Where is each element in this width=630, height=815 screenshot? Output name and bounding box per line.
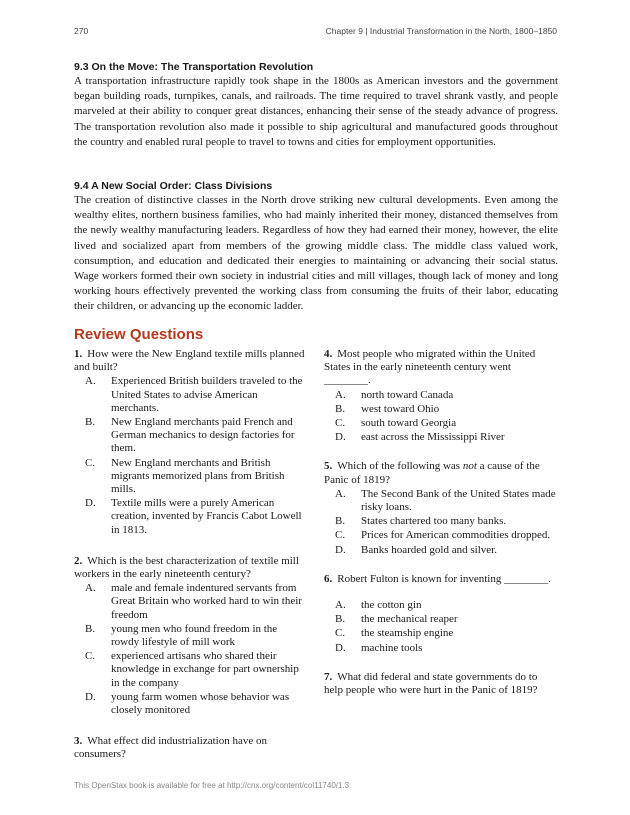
question-number: 5. <box>324 460 333 473</box>
question-stem: Which of the following was not a cause of the Panic of 1819? <box>324 460 540 486</box>
answer-option: A. north toward Canada <box>335 388 454 401</box>
answer-option: D. east across the Mississippi River <box>335 431 505 444</box>
page-header <box>74 26 557 36</box>
review-column-left <box>74 348 306 775</box>
answer-option: D. Textile mills were a purely American creation, invented by Francis Cabot Lowell in 1813. <box>85 497 302 536</box>
summary-section-9-3 <box>74 61 558 150</box>
question-3 <box>74 735 306 761</box>
review-column-right <box>324 348 556 710</box>
section-title: 9.3 On the Move: The Transportation Revolution <box>74 61 314 73</box>
chapter-title: Chapter 9 | Industrial Transformation in the North, 1800–1850 <box>325 26 557 36</box>
question-stem: What did federal and state governments do to help people who were hurt in the Panic of 1819? <box>324 670 538 697</box>
question-number: 3. <box>74 735 83 748</box>
answer-option: B. States chartered too many banks. <box>335 515 507 528</box>
section-text: A transportation infrastructure rapidly took shape in the 1800s as American investors and the government began building roads, turnpikes, canals, and railroads. The time required to travel shrank vastly, and people marveled at their ability to conquer great distances, enhancing their sense of the steady advance of progress. The transportation revolution also made it possible to ship agricultural and manufactured goods throughout the country and enabled rural people to travel to towns and cities for employment opportunities. <box>74 75 558 148</box>
review-questions-heading: Review Questions <box>74 326 204 343</box>
question-number: 7. <box>324 670 333 683</box>
answer-option: D. young farm women whose behavior was closely monitored <box>85 690 290 717</box>
question-stem: What effect did industrialization have on consumers? <box>74 735 267 761</box>
page-number: 270 <box>74 26 89 36</box>
question-1 <box>74 348 306 537</box>
section-text: The creation of distinctive classes in the North drove striking new cultural developments. Even among the wealthy elites, northern business families, who had mainly inherited their money, distanced themselves from the newly wealthy manufacturing leaders. Regardless of how they had earned their money, however, the elite lived and socialized apart from members of the growing middle class. The middle class valued work, consumption, and education and dedicated their energies to maintaining or advancing their social status. Wage workers formed their own society in industrial cities and mill villages, though lack of money and long working hours effectively prevented the working class from consuming the fruits of their labor, educating their children, or advancing up the economic ladder. <box>74 194 558 313</box>
question-6 <box>324 573 556 655</box>
question-7 <box>324 671 556 697</box>
question-number: 1. <box>74 348 83 360</box>
question-4 <box>324 348 556 444</box>
question-stem: Most people who migrated within the United States in the early nineteenth century went ________. <box>324 348 536 387</box>
answer-option: C. New England merchants and British migrants memorized plans from British mills. <box>85 456 285 496</box>
question-5 <box>324 460 556 556</box>
section-title: 9.4 A New Social Order: Class Divisions <box>74 180 273 192</box>
answer-option: C. Prices for American commodities dropped. <box>335 529 551 542</box>
answer-option: A. Experienced British builders traveled to the United States to advise American merchants. <box>85 375 303 414</box>
question-2 <box>74 555 306 717</box>
page-footer: This OpenStax book is available for free at http://cnx.org/content/col11740/1.3 <box>74 781 350 790</box>
answer-option: C. experienced artisans who shared their knowledge in exchange for part ownership in the company <box>85 650 299 689</box>
answer-option: B. young men who found freedom in the rowdy lifestyle of mill work <box>85 622 278 649</box>
question-stem: How were the New England textile mills planned and built? <box>74 348 305 374</box>
question-stem: Which is the best characterization of textile mill workers in the early nineteenth century? <box>74 554 299 581</box>
question-number: 4. <box>324 348 333 360</box>
answer-option: D. machine tools <box>335 641 423 654</box>
answer-option: A. the cotton gin <box>335 599 422 612</box>
answer-option: C. south toward Georgia <box>335 417 457 430</box>
answer-option: A. male and female indentured servants from Great Britain who worked hard to win their freedom <box>85 582 302 621</box>
answer-option: D. Banks hoarded gold and silver. <box>335 543 497 556</box>
question-stem: Robert Fulton is known for inventing ________. <box>337 572 551 585</box>
answer-option: B. the mechanical reaper <box>335 613 458 626</box>
summary-section-9-4 <box>74 180 558 315</box>
answer-option: A. The Second Bank of the United States made risky loans. <box>335 487 556 514</box>
answer-option: B. New England merchants paid French and German mechanics to design factories for them. <box>85 416 295 455</box>
question-number: 6. <box>324 572 333 585</box>
question-number: 2. <box>74 554 83 567</box>
answer-option: C. the steamship engine <box>335 627 454 640</box>
answer-option: B. west toward Ohio <box>335 402 440 415</box>
